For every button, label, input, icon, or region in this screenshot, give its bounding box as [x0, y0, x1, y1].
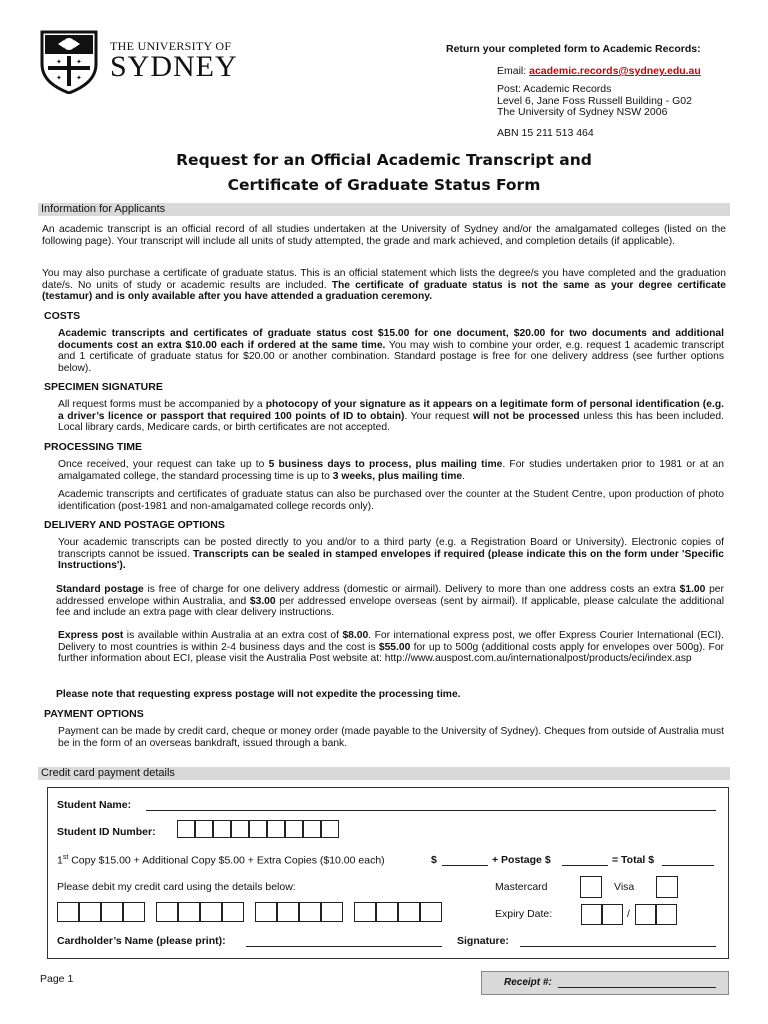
expiry-separator: / — [627, 908, 630, 920]
std-bold-3: $3.00 — [249, 595, 276, 607]
del-text: Your academic transcripts can be posted directly to you and/or to a third party (e.g. a Registration Board or University). Electronic copies of transcripts cannot be issued. — [58, 537, 724, 560]
signature-input[interactable] — [520, 946, 716, 947]
svg-text:✦: ✦ — [56, 59, 62, 66]
copy-amount-input[interactable] — [442, 865, 488, 866]
info-p2-text: You may also purchase a certificate of graduate status. This is an official statement which lists the degree/s you have completed and the graduation date/s. No units of study or academic results are included. — [42, 268, 726, 291]
page-title-line-2: Certificate of Graduate Status Form — [227, 176, 541, 194]
sig-text-3: unless this has been included. Local library cards, Medicare cards, or birth certificates are not accepted. — [58, 410, 724, 433]
exp-text-2: . For international express post, we offer Express Courier International (ECI). Delivery to most countries is within 2-4 business days and the cost is — [58, 630, 724, 653]
copy-dollar-label: $ — [431, 854, 437, 866]
copy-first: 1 — [57, 854, 63, 867]
cardholder-label: Cardholder’s Name (please print): — [57, 935, 226, 947]
costs-paragraph — [58, 328, 724, 374]
post-line-1: Post: Academic Records — [497, 83, 612, 95]
university-logo — [38, 30, 238, 94]
delivery-paragraph — [58, 537, 724, 572]
svg-text:✦: ✦ — [76, 75, 82, 82]
receipt-label: Receipt #: — [504, 977, 552, 988]
processing-paragraph-1 — [58, 459, 724, 482]
costs-heading: COSTS — [44, 310, 81, 322]
signature-heading: SPECIMEN SIGNATURE — [44, 381, 163, 393]
exp-bold-1: Express post — [58, 630, 124, 641]
page-number: Page 1 — [40, 973, 74, 985]
processing-paragraph-2: Academic transcripts and certificates of graduate status can also be purchased over the counter at the Student Centre, upon production of photo identification (post-1981 and non-amalgamated college records only). — [58, 489, 724, 512]
sig-text-1: All request forms must be accompanied by a — [58, 399, 263, 410]
exp-text-3: for up to 500g (additional costs apply for envelopes over 500g). For further information about ECI, please visit the Australia Post website at: http://www.auspost.com.au/internationalpost/products/eci/index.asp — [58, 641, 724, 664]
section-bar-credit-card: Credit card payment details — [38, 767, 730, 780]
mastercard-checkbox[interactable] — [580, 876, 602, 898]
student-name-label: Student Name: — [57, 799, 132, 811]
copy-cost-text — [57, 854, 385, 867]
sig-text-2: . Your request — [404, 410, 470, 422]
email-link[interactable]: academic.records@sydney.edu.au — [529, 65, 701, 77]
visa-checkbox[interactable] — [656, 876, 678, 898]
costs-bold: Academic transcripts and certificates of graduate status cost $15.00 for one document, $20.00 for two documents and additional documents cost an extra $10.00 each if ordered at the same time. — [58, 328, 724, 351]
student-id-label: Student ID Number: — [57, 826, 156, 838]
visa-label: Visa — [614, 881, 635, 893]
costs-text: You may wish to combine your order, e.g. request 1 academic transcript and 1 certificate of graduate status for $20.00 or another combination. Standard postage is free for one delivery address (see further options below). — [58, 339, 724, 374]
postage-label: + Postage $ — [492, 854, 551, 866]
std-bold-2: $1.00 — [679, 584, 706, 595]
post-line-2: Level 6, Jane Foss Russell Building - G02 — [497, 94, 692, 107]
mastercard-label: Mastercard — [495, 881, 548, 893]
std-text-2: per addressed envelope within Australia, and — [56, 584, 724, 607]
info-p2-bold: The certificate of graduate status is not the same as your degree certificate (testamur) and is only available after you have attended a graduation ceremony. — [42, 279, 726, 302]
receipt-box — [481, 971, 729, 995]
standard-postage-paragraph — [56, 584, 724, 619]
post-address — [497, 84, 692, 119]
express-note: Please note that requesting express postage will not expedite the processing time. — [56, 689, 461, 700]
cardholder-input[interactable] — [246, 946, 442, 947]
university-name-big: SYDNEY — [110, 50, 238, 83]
payment-heading: PAYMENT OPTIONS — [44, 708, 144, 720]
receipt-input[interactable] — [558, 987, 716, 988]
email-label: Email: — [497, 65, 527, 77]
return-instructions: Return your completed form to Academic Records: — [446, 43, 701, 55]
info-paragraph-2 — [42, 268, 726, 303]
del-bold: Transcripts can be sealed in stamped envelopes if required (please indicate this on the form under 'Specific Instructions'). — [58, 548, 724, 571]
sig-bold-1: photocopy of your signature as it appears on a legitimate form of personal identification (e.g. a driver’s licence or passport that required 100 points of ID to obtain) — [58, 399, 724, 422]
exp-text-1: is available within Australia at an extra cost of — [126, 630, 339, 641]
std-text-1: is free of charge for one delivery address (domestic or airmail). Delivery to more than one address costs an extra — [147, 584, 676, 595]
post-line-3: The University of Sydney NSW 2006 — [497, 106, 668, 118]
university-name-small: THE UNIVERSITY OF — [110, 39, 232, 53]
std-bold-1: Standard postage — [56, 584, 144, 595]
debit-instruction: Please debit my credit card using the details below: — [57, 881, 296, 893]
proc-bold-2: 3 weeks, plus mailing time — [332, 470, 463, 482]
section-bar-information: Information for Applicants — [38, 203, 730, 216]
info-paragraph-1: An academic transcript is an official record of all studies undertaken at the University of Sydney and/or the amalgamated colleges (listed on the following page). Your transcript will include all units of study attempted, the grade and mark achieved, and completion details (if applicable). — [42, 224, 726, 247]
copy-sup: st — [62, 854, 69, 861]
copy-rest: Copy $15.00 + Additional Copy $5.00 + Extra Copies ($10.00 each) — [68, 854, 385, 867]
credit-card-form — [47, 787, 729, 959]
expiry-label: Expiry Date: — [495, 908, 553, 920]
proc-text-2: . For studies undertaken prior to 1981 or at an amalgamated college, the standard processing time is up to — [58, 459, 724, 482]
student-name-input[interactable] — [146, 810, 716, 811]
payment-paragraph: Payment can be made by credit card, cheque or money order (made payable to the University of Sydney). Cheques from outside of Australia must be in the form of an overseas bankdraft, issued through a bank. — [58, 726, 724, 749]
express-post-paragraph — [58, 630, 724, 665]
exp-bold-2: $8.00 — [342, 630, 369, 641]
total-label: = Total $ — [612, 854, 655, 866]
postage-amount-input[interactable] — [562, 865, 608, 866]
university-crest-icon — [38, 30, 100, 94]
std-text-3: per addressed envelope overseas (sent by airmail). If applicable, please calculate the additional fee and include an extra page with clear delivery instructions. — [56, 595, 724, 618]
processing-heading: PROCESSING TIME — [44, 441, 143, 453]
exp-bold-3: $55.00 — [378, 641, 411, 653]
sig-bold-2: will not be processed — [472, 410, 580, 422]
svg-text:✦: ✦ — [56, 75, 62, 82]
proc-bold-1: 5 business days to process, plus mailing time — [268, 459, 503, 470]
proc-text-3: . — [462, 470, 465, 482]
delivery-heading: DELIVERY AND POSTAGE OPTIONS — [44, 519, 225, 531]
page-title-line-1: Request for an Official Academic Transcript and — [176, 151, 592, 169]
svg-text:✦: ✦ — [76, 59, 82, 66]
abn: ABN 15 211 513 464 — [497, 127, 594, 139]
email-line — [497, 66, 701, 78]
total-amount-input[interactable] — [662, 865, 714, 866]
proc-text-1: Once received, your request can take up to — [58, 459, 265, 470]
signature-label: Signature: — [457, 935, 509, 947]
signature-paragraph — [58, 399, 724, 434]
